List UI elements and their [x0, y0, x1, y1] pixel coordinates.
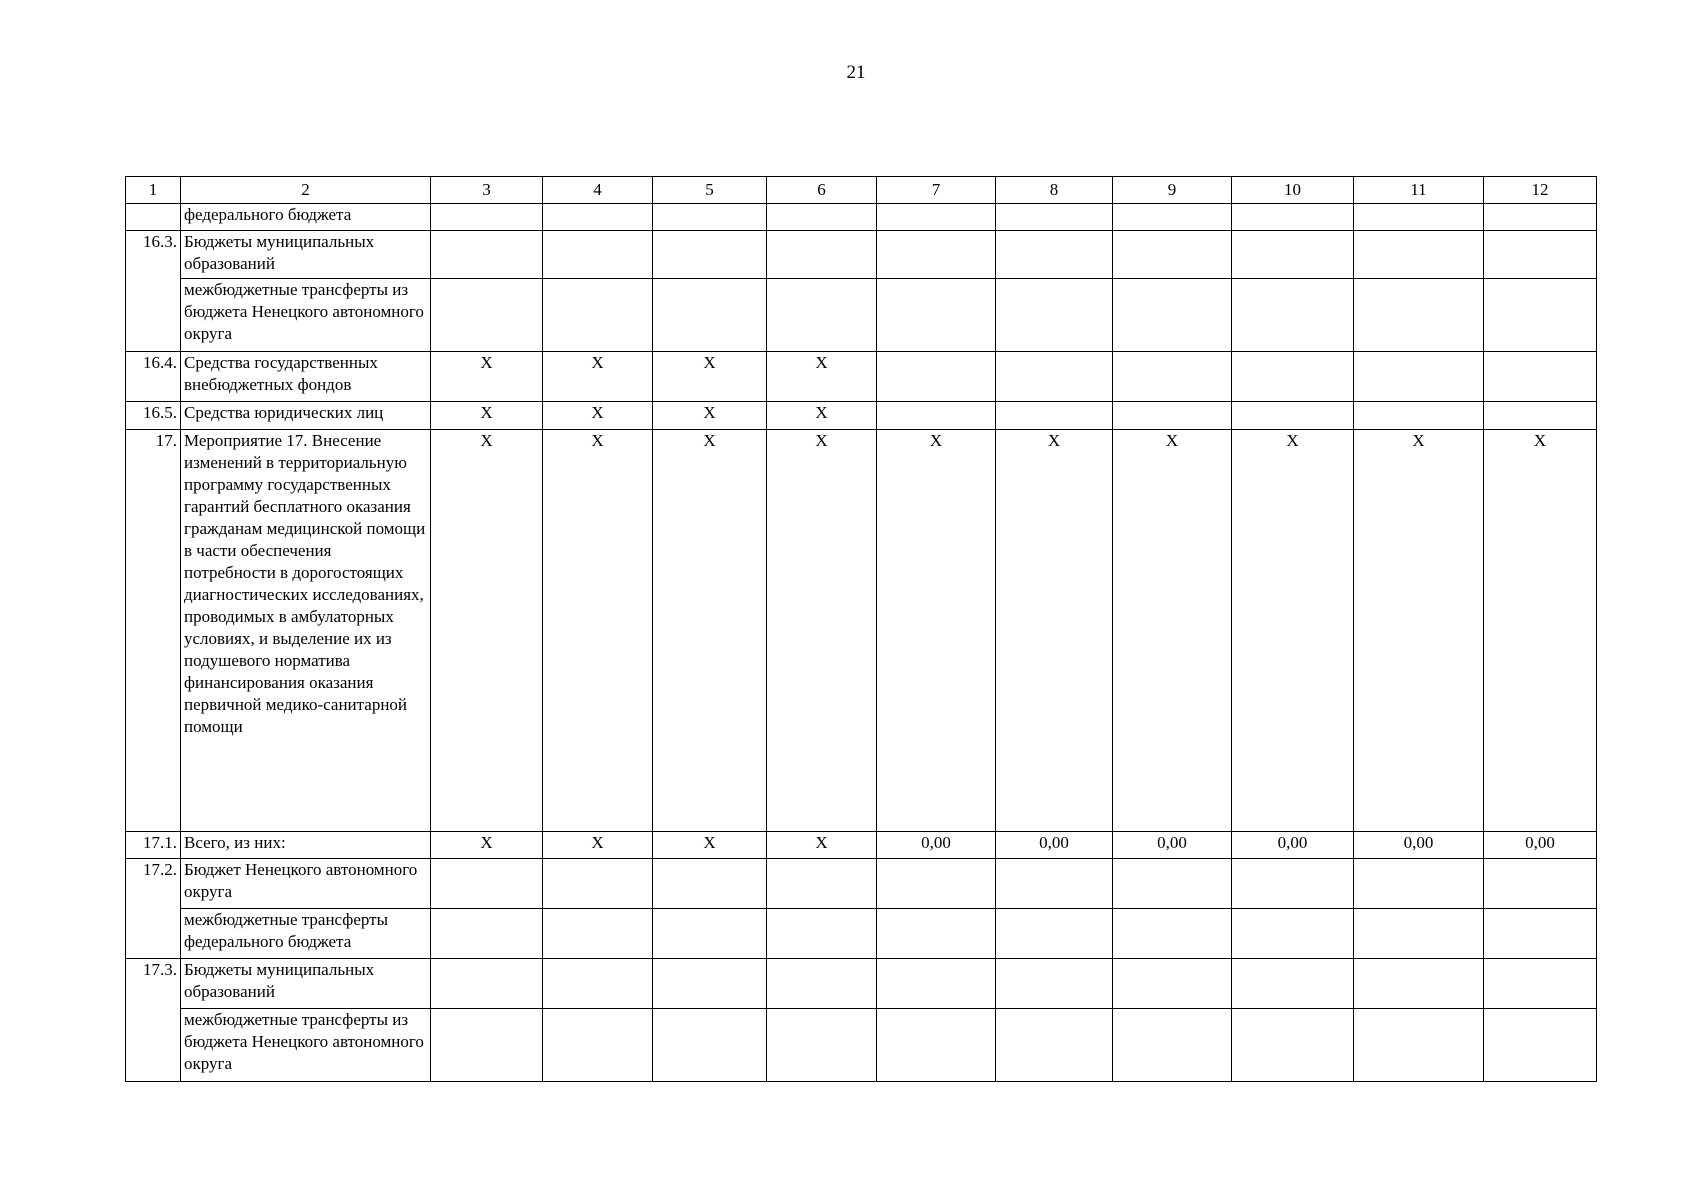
value-cell	[1113, 279, 1232, 352]
page-number: 21	[846, 62, 866, 83]
row-name-cell: межбюджетные трансферты из бюджета Ненецкого автономного округа	[181, 1009, 431, 1082]
row-name-cell: Бюджет Ненецкого автономного округа	[181, 859, 431, 909]
value-cell	[877, 231, 996, 279]
row-name-cell: межбюджетные трансферты из бюджета Ненецкого автономного округа	[181, 279, 431, 352]
table-row	[126, 859, 1597, 909]
value-cell	[767, 1009, 877, 1082]
row-name-cell: Средства юридических лиц	[181, 402, 431, 430]
value-cell	[1354, 1009, 1484, 1082]
value-cell	[1484, 909, 1597, 959]
value-cell	[996, 909, 1113, 959]
value-cell: Х	[431, 430, 543, 832]
value-cell	[653, 1009, 767, 1082]
value-cell	[431, 959, 543, 1009]
value-cell	[653, 204, 767, 231]
value-cell	[877, 402, 996, 430]
row-number-cell: 17.1.	[126, 832, 181, 859]
column-header: 12	[1484, 177, 1597, 204]
value-cell	[996, 1009, 1113, 1082]
value-cell	[996, 402, 1113, 430]
value-cell	[1232, 204, 1354, 231]
value-cell	[543, 204, 653, 231]
row-number-cell: 17.2.	[126, 859, 181, 959]
value-cell	[877, 204, 996, 231]
value-cell	[1354, 402, 1484, 430]
value-cell: Х	[1484, 430, 1597, 832]
value-cell	[1484, 352, 1597, 402]
column-header: 4	[543, 177, 653, 204]
value-cell	[877, 352, 996, 402]
value-cell	[996, 204, 1113, 231]
value-cell: Х	[1354, 430, 1484, 832]
table-row	[126, 279, 1597, 352]
value-cell	[431, 909, 543, 959]
value-cell	[1232, 402, 1354, 430]
table-row	[126, 832, 1597, 859]
value-cell	[1232, 279, 1354, 352]
value-cell	[996, 959, 1113, 1009]
row-number-cell: 16.5.	[126, 402, 181, 430]
row-number-cell: 17.3.	[126, 959, 181, 1082]
value-cell	[1484, 859, 1597, 909]
column-header: 1	[126, 177, 181, 204]
value-cell	[653, 279, 767, 352]
value-cell	[996, 859, 1113, 909]
value-cell	[1113, 204, 1232, 231]
value-cell: Х	[1232, 430, 1354, 832]
value-cell	[1484, 231, 1597, 279]
value-cell	[1354, 959, 1484, 1009]
row-number-cell: 17.	[126, 430, 181, 832]
column-header: 7	[877, 177, 996, 204]
value-cell	[1354, 352, 1484, 402]
value-cell	[1354, 231, 1484, 279]
value-cell	[1232, 909, 1354, 959]
column-header: 3	[431, 177, 543, 204]
row-name-cell: Средства государственных внебюджетных фондов	[181, 352, 431, 402]
value-cell: 0,00	[996, 832, 1113, 859]
value-cell	[1113, 959, 1232, 1009]
value-cell	[767, 279, 877, 352]
value-cell	[1354, 279, 1484, 352]
column-header: 2	[181, 177, 431, 204]
value-cell	[543, 231, 653, 279]
value-cell	[1113, 352, 1232, 402]
value-cell: Х	[767, 352, 877, 402]
value-cell: Х	[653, 402, 767, 430]
value-cell: 0,00	[1113, 832, 1232, 859]
value-cell: Х	[543, 430, 653, 832]
value-cell: Х	[543, 352, 653, 402]
value-cell	[543, 959, 653, 1009]
value-cell	[653, 909, 767, 959]
value-cell	[877, 959, 996, 1009]
value-cell	[543, 909, 653, 959]
value-cell: 0,00	[1484, 832, 1597, 859]
value-cell	[1113, 909, 1232, 959]
row-name-cell: Бюджеты муниципальных образований	[181, 231, 431, 279]
value-cell	[1232, 959, 1354, 1009]
value-cell: Х	[1113, 430, 1232, 832]
value-cell	[996, 352, 1113, 402]
table-row	[126, 402, 1597, 430]
value-cell	[1232, 352, 1354, 402]
value-cell	[543, 279, 653, 352]
value-cell	[653, 959, 767, 1009]
table-row	[126, 909, 1597, 959]
table-row	[126, 959, 1597, 1009]
table-row	[126, 1009, 1597, 1082]
value-cell	[1113, 859, 1232, 909]
value-cell: 0,00	[1354, 832, 1484, 859]
value-cell	[1354, 909, 1484, 959]
column-header: 6	[767, 177, 877, 204]
column-header: 10	[1232, 177, 1354, 204]
value-cell	[767, 231, 877, 279]
value-cell	[1113, 1009, 1232, 1082]
value-cell: Х	[767, 402, 877, 430]
value-cell	[767, 909, 877, 959]
value-cell	[1484, 402, 1597, 430]
value-cell: 0,00	[877, 832, 996, 859]
value-cell: 0,00	[1232, 832, 1354, 859]
budget-table	[125, 176, 1597, 1082]
value-cell	[1113, 402, 1232, 430]
value-cell	[996, 279, 1113, 352]
table-row	[126, 352, 1597, 402]
row-name-cell: Мероприятие 17. Внесение изменений в территориальную программу государственных гарантий бесплатного оказания гражданам медицинской помощи в части обеспечения потребности в дорогостоящих диагностических исследованиях, проводимых в амбулаторных условиях, и выделение их из подушевого норматива финансирования оказания первичной медико-санитарной помощи	[181, 430, 431, 832]
value-cell	[653, 859, 767, 909]
value-cell	[1484, 1009, 1597, 1082]
row-name-cell: Бюджеты муниципальных образований	[181, 959, 431, 1009]
value-cell	[1354, 859, 1484, 909]
column-header: 11	[1354, 177, 1484, 204]
value-cell	[877, 859, 996, 909]
value-cell: Х	[996, 430, 1113, 832]
value-cell: Х	[431, 352, 543, 402]
value-cell	[1232, 859, 1354, 909]
row-number-cell	[126, 204, 181, 231]
value-cell	[543, 1009, 653, 1082]
value-cell: Х	[653, 430, 767, 832]
value-cell	[1484, 204, 1597, 231]
value-cell	[877, 909, 996, 959]
value-cell	[1113, 231, 1232, 279]
table-row	[126, 430, 1597, 832]
value-cell	[1232, 1009, 1354, 1082]
value-cell	[431, 859, 543, 909]
value-cell: Х	[767, 430, 877, 832]
row-number-cell: 16.3.	[126, 231, 181, 352]
value-cell	[877, 279, 996, 352]
value-cell	[1484, 959, 1597, 1009]
value-cell	[543, 859, 653, 909]
value-cell: Х	[653, 832, 767, 859]
value-cell: Х	[877, 430, 996, 832]
value-cell: Х	[431, 832, 543, 859]
value-cell	[431, 1009, 543, 1082]
value-cell	[877, 1009, 996, 1082]
value-cell	[1354, 204, 1484, 231]
value-cell: Х	[653, 352, 767, 402]
value-cell	[1484, 279, 1597, 352]
row-name-cell: межбюджетные трансферты федерального бюджета	[181, 909, 431, 959]
row-name-cell: федерального бюджета	[181, 204, 431, 231]
column-header: 8	[996, 177, 1113, 204]
value-cell: Х	[543, 402, 653, 430]
value-cell	[1232, 231, 1354, 279]
value-cell	[431, 204, 543, 231]
value-cell	[767, 959, 877, 1009]
value-cell	[653, 231, 767, 279]
table-row	[126, 204, 1597, 231]
row-name-cell: Всего, из них:	[181, 832, 431, 859]
value-cell: Х	[767, 832, 877, 859]
row-number-cell: 16.4.	[126, 352, 181, 402]
table-row	[126, 231, 1597, 279]
value-cell	[431, 279, 543, 352]
value-cell	[996, 231, 1113, 279]
value-cell: Х	[543, 832, 653, 859]
value-cell	[431, 231, 543, 279]
column-header: 9	[1113, 177, 1232, 204]
value-cell	[767, 204, 877, 231]
column-header: 5	[653, 177, 767, 204]
value-cell: Х	[431, 402, 543, 430]
value-cell	[767, 859, 877, 909]
table-header-row	[126, 177, 1597, 204]
